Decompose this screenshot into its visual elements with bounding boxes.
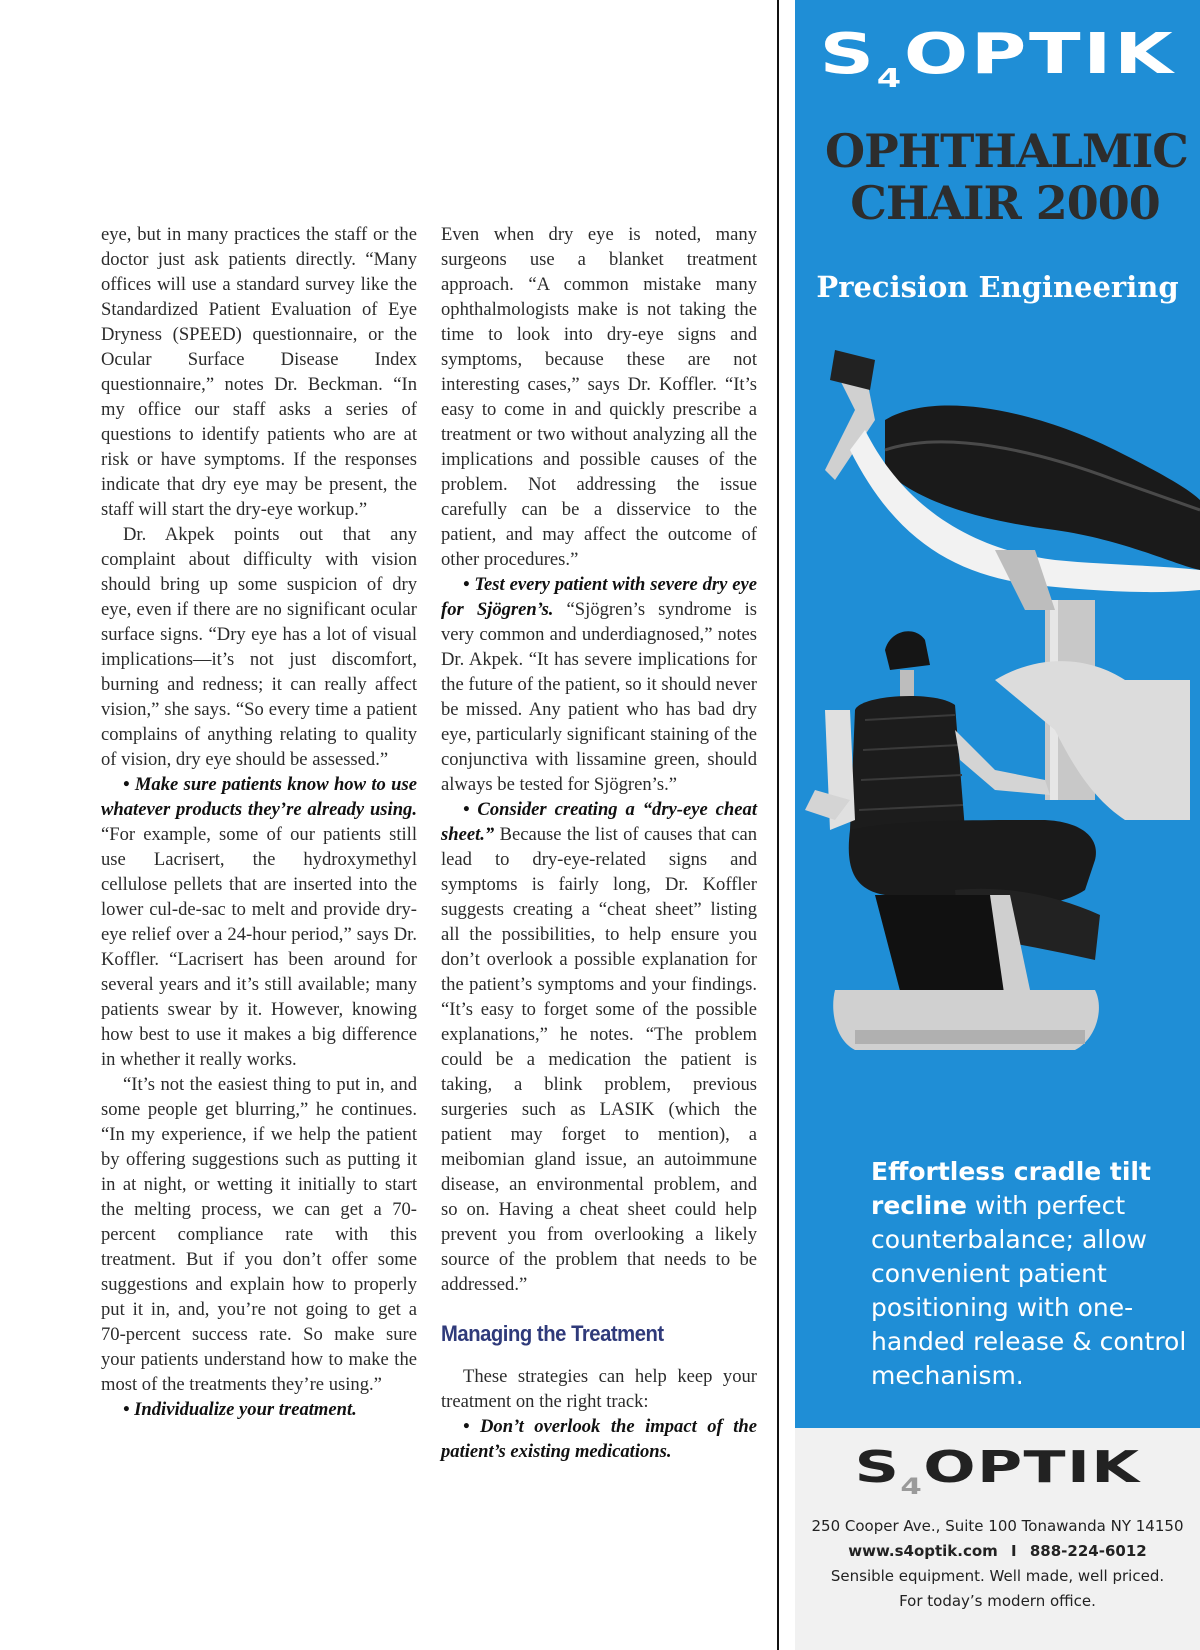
bullet-heading: • Don’t overlook the impact of the patient’s existing medications. (441, 1416, 757, 1462)
slogan-line-1: Sensible equipment. Well made, well priced. (830, 1567, 1165, 1585)
bullet-heading: • Individualize your treatment. (123, 1399, 357, 1420)
article-column-left (101, 222, 417, 1422)
slogan-line-2: For today’s modern office. (899, 1592, 1096, 1610)
paragraph-text: Because the list of causes that can lead to dry-eye-related signs and symptoms is fairly long, Dr. Koffler suggests creating a “cheat sheet” listing all the possibilities, to help ensure you don’t overlook a possible explanation for the patient’s symptoms and your findings. “It’s easy to forget some of the possible explanations,” he notes. “The problem could be a medication the patient is taking, a blink problem, previous surgeries such as LASIK (which the patient may forget to mention), a meibomian gland issue, an autoimmune disease, an environmental problem, and so on. Having a cheat sheet could help prevent you from overlooking a likely source of the problem that needs to be addressed.” (441, 824, 757, 1295)
bullet-heading: • Test every patient with severe dry eye for Sjögren’s. (441, 574, 757, 620)
article-column-right (441, 222, 757, 1464)
paragraph: Even when dry eye is noted, many surgeons use a blanket treatment approach. “A common mistake many ophthalmologists make is not taking the time to look into dry-eye signs and symptoms, because these are not interesting cases,” says Dr. Koffler. “It’s easy to come in and quickly prescribe a treatment or two without analyzing all the implications and possible causes of the problem. Not addressing the issue carefully can be a disservice to the patient, and may affect the outcome of other procedures.” (441, 224, 757, 570)
contact-line (795, 1539, 1200, 1564)
advertisement[interactable] (795, 0, 1200, 1650)
paragraph: These strategies can help keep your treatment on the right track: (441, 1366, 757, 1412)
company-address: 250 Cooper Ave., Suite 100 Tonawanda NY 14150 (811, 1517, 1184, 1535)
ad-footer (795, 1428, 1200, 1650)
paragraph: eye, but in many practices the staff or the doctor just ask patients directly. “Many offices will use a standard survey like the Standardized Patient Evaluation of Eye Dryness (SPEED) questionnaire, or the Ocular Surface Disease Index questionnaire,” notes Dr. Beckman. “In my office our staff asks a series of questions to identify patients who are at risk or have symptoms. If the responses indicate that dry eye may be present, the staff will start the dry-eye workup.” (101, 224, 417, 520)
website-link[interactable]: www.s4optik.com (848, 1542, 998, 1560)
ad-features-text: Effortless cradle tilt recline with perfect counterbalance; allow convenient patient positioning with one-handed release & control mechanism. (871, 1157, 1187, 1390)
section-heading: Managing the Treatment (441, 1321, 664, 1346)
paragraph: Dr. Akpek points out that any complaint about difficulty with vision should bring up some suspicion of dry eye, even if there are no significant ocular surface signs. “Dry eye has a lot of visual implications—it’s not just discomfort, burning and redness; it can really affect vision,” she says. “So every time a patient complains of anything relating to quality of vision, dry eye should be assessed.” (101, 524, 417, 770)
product-name-line1: OPHTHALMIC (825, 124, 1188, 178)
paragraph (441, 572, 757, 797)
footer-brand-logo: $S_4OPTIK$ (854, 1442, 1141, 1500)
column-divider (777, 0, 779, 1650)
paragraph (441, 797, 757, 1297)
paragraph-text: “For example, some of our patients still use Lacrisert, the hydroxymethyl cellulose pellets that are inserted into the lower cul-de-sac to melt and provide dry-eye relief over a 24-hour period,” says Dr. Koffler. “Lacrisert has been around for several years and it’s still available; many patients swear by it. However, knowing how best to use it makes a big difference in whether it really works. (101, 824, 417, 1070)
phone-number[interactable]: 888-224-6012 (1029, 1542, 1147, 1560)
paragraph (101, 1397, 417, 1422)
ophthalmic-chair-image (795, 350, 1200, 1120)
paragraph-text: “Sjögren’s syndrome is very common and underdiagnosed,” notes Dr. Akpek. “It has severe implications for the future of the patient, so it should never be missed. Any patient who has bad dry eye, particularly significant staining of the conjunctiva with lissamine green, should always be tested for Sjögren’s.” (441, 599, 757, 795)
contact-separator: I (1011, 1542, 1017, 1560)
brand-logo: $S_4OPTIK$ (819, 22, 1176, 94)
bullet-heading: • Make sure patients know how to use whatever products they’re already using. (101, 774, 417, 820)
product-name (825, 124, 1188, 230)
paragraph (101, 772, 417, 1072)
paragraph (441, 1414, 757, 1464)
ad-tagline: Precision Engineering (816, 270, 1179, 304)
product-name-line2: CHAIR 2000 (850, 176, 1160, 230)
bullet-heading: • Consider creating a “dry-eye cheat sheet.” (441, 799, 757, 845)
paragraph: “It’s not the easiest thing to put in, and some people get blurring,” he continues. “In my experience, if we help the patient by offering suggestions such as putting it in at night, or wetting it initially to start the melting process, we can get a 70-percent compliance rate with this treatment. But if you don’t offer some suggestions and explain how to properly put it in, and, you’re not going to get a 70-percent success rate. So make sure your patients understand how to make the most of the treatments they’re using.” (101, 1074, 417, 1395)
